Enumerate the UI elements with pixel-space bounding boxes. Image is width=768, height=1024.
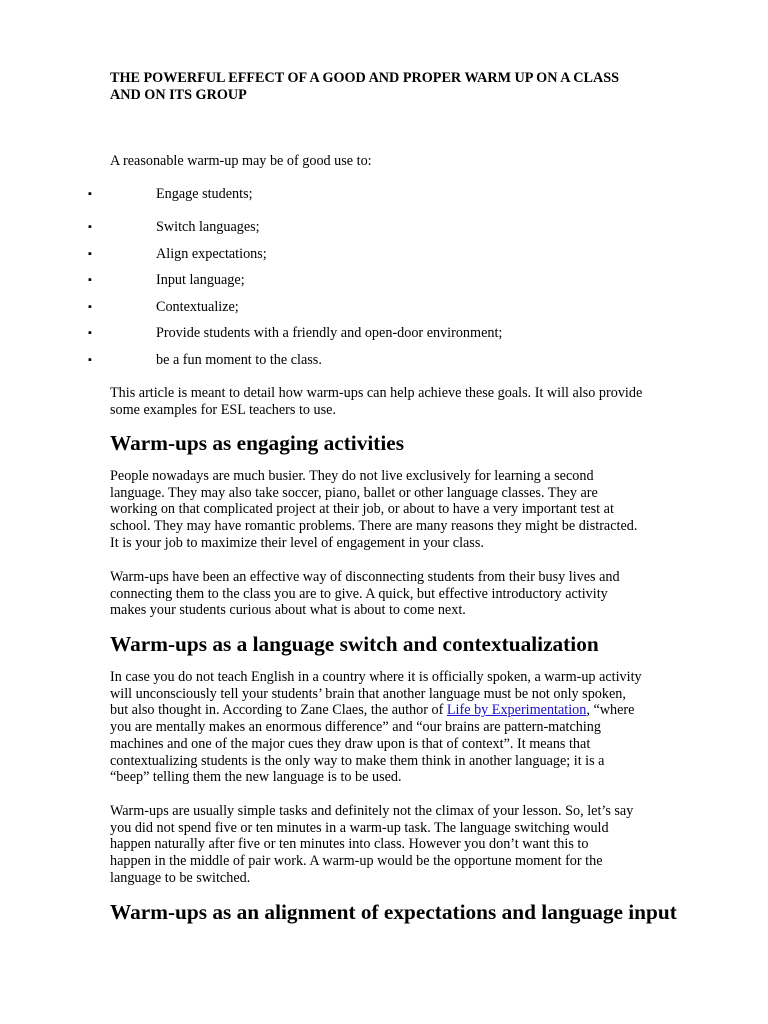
paragraph-line: you are mentally makes an enormous difference” and “our brains are pattern-matching — [110, 719, 601, 736]
paragraph-line: makes your students curious about what is about to come next. — [110, 602, 466, 619]
paragraph-line: connecting them to the class you are to give. A quick, but effective introductory activity — [110, 585, 608, 602]
paragraph-line: It is your job to maximize their level of engagement in your class. — [110, 534, 484, 551]
section-heading-language-switch: Warm-ups as a language switch and contextualization — [110, 632, 599, 656]
bullet-item — [0, 245, 768, 263]
intro-text: A reasonable warm-up may be of good use to: — [110, 153, 372, 169]
paragraph-line: contextualizing students is the only way to make them think in another language; it is a — [110, 752, 605, 769]
paragraph-contextualization — [110, 669, 700, 786]
paragraph-line: machines and one of the major cues they draw upon is that of context”. It means that — [110, 735, 591, 752]
link-prefix-text: but also thought in. According to Zane Claes, the author of — [110, 702, 447, 719]
bullet-square-icon: ▪ — [88, 248, 92, 260]
document-title — [110, 70, 710, 103]
paragraph-line: Warm-ups are usually simple tasks and definitely not the climax of your lesson. So, let’s say — [110, 803, 634, 819]
bullet-text: Switch languages; — [156, 219, 260, 235]
bullet-item — [0, 351, 768, 369]
paragraph-simple-tasks — [110, 803, 700, 887]
paragraph-line: will unconsciously tell your students’ brain that another language must be not only spoken, — [110, 685, 626, 702]
paragraph-busy-students — [110, 468, 700, 552]
life-by-experimentation-link[interactable]: Life by Experimentation — [446, 702, 587, 719]
paragraph-line: language. They may also take soccer, piano, ballet or other language classes. They are — [110, 484, 598, 501]
bullet-text: Align expectations; — [156, 246, 267, 262]
paragraph-disconnecting — [110, 569, 700, 619]
bullet-square-icon: ▪ — [88, 274, 92, 286]
title-line-2: AND ON ITS GROUP — [110, 86, 247, 103]
bullet-item — [0, 218, 768, 236]
paragraph-line: school. They may have romantic problems. There are many reasons they might be distracted. — [110, 518, 638, 535]
bullet-item — [0, 185, 768, 203]
paragraph-line: This article is meant to detail how warm-ups can help achieve these goals. It will also provide — [110, 385, 643, 401]
bullet-square-icon: ▪ — [88, 301, 92, 313]
paragraph-line: you did not spend five or ten minutes in a warm-up task. The language switching would — [110, 819, 609, 836]
paragraph-line: happen naturally after five or ten minutes into class. However you don’t want this to — [110, 836, 589, 853]
bullet-item — [0, 324, 768, 342]
paragraph-line: People nowadays are much busier. They do not live exclusively for learning a second — [110, 468, 594, 484]
paragraph-line: language to be switched. — [110, 869, 251, 886]
bullet-item — [0, 271, 768, 289]
bullet-square-icon: ▪ — [88, 188, 92, 200]
section-heading-engaging: Warm-ups as engaging activities — [110, 431, 405, 455]
paragraph-line: In case you do not teach English in a country where it is officially spoken, a warm-up activity — [110, 669, 642, 685]
paragraph-line: “beep” telling them the new language is to be used. — [110, 769, 402, 786]
bullet-text: Contextualize; — [156, 299, 239, 315]
bullet-text: Input language; — [156, 272, 245, 288]
paragraph-line: some examples for ESL teachers to use. — [110, 401, 337, 418]
paragraph-line: working on that complicated project at their job, or about to have a very important test at — [110, 501, 614, 518]
bullet-text: Provide students with a friendly and open-door environment; — [156, 325, 503, 341]
title-line-1: THE POWERFUL EFFECT OF A GOOD AND PROPER WARM UP ON A CLASS — [110, 70, 619, 86]
section-heading-alignment: Warm-ups as an alignment of expectations and language input — [110, 900, 677, 924]
bullet-square-icon: ▪ — [88, 221, 92, 233]
bullet-item — [0, 298, 768, 316]
bullet-text: be a fun moment to the class. — [156, 352, 322, 368]
bullet-square-icon: ▪ — [88, 354, 92, 366]
paragraph-line: happen in the middle of pair work. A warm-up would be the opportune moment for the — [110, 853, 603, 870]
bullet-text: Engage students; — [156, 186, 253, 202]
bullet-square-icon: ▪ — [88, 327, 92, 339]
link-suffix-text: , “where — [586, 702, 635, 719]
paragraph-line-with-link — [110, 702, 700, 719]
paragraph-article-purpose — [110, 385, 700, 418]
paragraph-line: Warm-ups have been an effective way of disconnecting students from their busy lives and — [110, 569, 620, 585]
